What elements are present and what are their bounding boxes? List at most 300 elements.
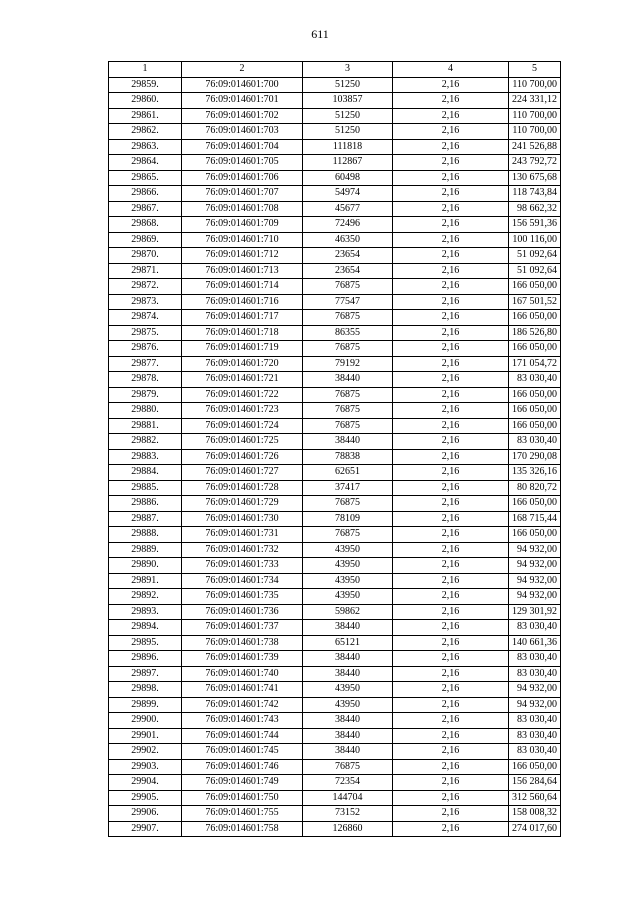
- value-cell: 167 501,52: [509, 294, 561, 310]
- row-number-cell: 29873.: [109, 294, 182, 310]
- row-number-cell: 29888.: [109, 527, 182, 543]
- area-cell: 60498: [303, 170, 393, 186]
- table-row: [109, 806, 561, 822]
- cadastral-number-cell: 76:09:014601:721: [182, 372, 303, 388]
- table-row: [109, 604, 561, 620]
- rate-cell: 2,16: [393, 666, 509, 682]
- cadastral-number-cell: 76:09:014601:702: [182, 108, 303, 124]
- rate-cell: 2,16: [393, 77, 509, 93]
- row-number-cell: 29877.: [109, 356, 182, 372]
- table-row: [109, 263, 561, 279]
- cadastral-number-cell: 76:09:014601:733: [182, 558, 303, 574]
- cadastral-number-cell: 76:09:014601:724: [182, 418, 303, 434]
- rate-cell: 2,16: [393, 93, 509, 109]
- table-row: [109, 341, 561, 357]
- rate-cell: 2,16: [393, 573, 509, 589]
- rate-cell: 2,16: [393, 480, 509, 496]
- cadastral-number-cell: 76:09:014601:713: [182, 263, 303, 279]
- cadastral-number-cell: 76:09:014601:717: [182, 310, 303, 326]
- table-row: [109, 108, 561, 124]
- row-number-cell: 29898.: [109, 682, 182, 698]
- table-row: [109, 77, 561, 93]
- row-number-cell: 29882.: [109, 434, 182, 450]
- value-cell: 94 932,00: [509, 573, 561, 589]
- value-cell: 83 030,40: [509, 651, 561, 667]
- row-number-cell: 29884.: [109, 465, 182, 481]
- value-cell: 156 284,64: [509, 775, 561, 791]
- table-row: [109, 325, 561, 341]
- area-cell: 72354: [303, 775, 393, 791]
- value-cell: 94 932,00: [509, 697, 561, 713]
- cadastral-number-cell: 76:09:014601:738: [182, 635, 303, 651]
- value-cell: 166 050,00: [509, 527, 561, 543]
- row-number-cell: 29889.: [109, 542, 182, 558]
- cadastral-number-cell: 76:09:014601:758: [182, 821, 303, 837]
- table-row: [109, 465, 561, 481]
- rate-cell: 2,16: [393, 713, 509, 729]
- cadastral-number-cell: 76:09:014601:706: [182, 170, 303, 186]
- area-cell: 38440: [303, 372, 393, 388]
- rate-cell: 2,16: [393, 542, 509, 558]
- table-row: [109, 139, 561, 155]
- value-cell: 135 326,16: [509, 465, 561, 481]
- value-cell: 51 092,64: [509, 248, 561, 264]
- row-number-cell: 29883.: [109, 449, 182, 465]
- area-cell: 43950: [303, 682, 393, 698]
- value-cell: 156 591,36: [509, 217, 561, 233]
- cadastral-number-cell: 76:09:014601:703: [182, 124, 303, 140]
- row-number-cell: 29891.: [109, 573, 182, 589]
- area-cell: 54974: [303, 186, 393, 202]
- table-row: [109, 480, 561, 496]
- row-number-cell: 29860.: [109, 93, 182, 109]
- rate-cell: 2,16: [393, 341, 509, 357]
- area-cell: 43950: [303, 573, 393, 589]
- table-row: [109, 542, 561, 558]
- rate-cell: 2,16: [393, 139, 509, 155]
- rate-cell: 2,16: [393, 589, 509, 605]
- rate-cell: 2,16: [393, 806, 509, 822]
- value-cell: 166 050,00: [509, 418, 561, 434]
- row-number-cell: 29903.: [109, 759, 182, 775]
- table-row: [109, 449, 561, 465]
- cadastral-number-cell: 76:09:014601:719: [182, 341, 303, 357]
- area-cell: 38440: [303, 620, 393, 636]
- value-cell: 166 050,00: [509, 759, 561, 775]
- row-number-cell: 29895.: [109, 635, 182, 651]
- rate-cell: 2,16: [393, 558, 509, 574]
- cadastral-number-cell: 76:09:014601:726: [182, 449, 303, 465]
- cadastral-number-cell: 76:09:014601:705: [182, 155, 303, 171]
- rate-cell: 2,16: [393, 434, 509, 450]
- row-number-cell: 29865.: [109, 170, 182, 186]
- area-cell: 76875: [303, 496, 393, 512]
- area-cell: 45677: [303, 201, 393, 217]
- cadastral-number-cell: 76:09:014601:750: [182, 790, 303, 806]
- cadastral-number-cell: 76:09:014601:709: [182, 217, 303, 233]
- value-cell: 83 030,40: [509, 713, 561, 729]
- area-cell: 72496: [303, 217, 393, 233]
- value-cell: 129 301,92: [509, 604, 561, 620]
- rate-cell: 2,16: [393, 651, 509, 667]
- area-cell: 78838: [303, 449, 393, 465]
- row-number-cell: 29905.: [109, 790, 182, 806]
- value-cell: 83 030,40: [509, 372, 561, 388]
- row-number-cell: 29861.: [109, 108, 182, 124]
- rate-cell: 2,16: [393, 263, 509, 279]
- table-row: [109, 697, 561, 713]
- value-cell: 80 820,72: [509, 480, 561, 496]
- area-cell: 51250: [303, 108, 393, 124]
- value-cell: 83 030,40: [509, 666, 561, 682]
- cadastral-number-cell: 76:09:014601:712: [182, 248, 303, 264]
- row-number-cell: 29872.: [109, 279, 182, 295]
- value-cell: 110 700,00: [509, 124, 561, 140]
- rate-cell: 2,16: [393, 217, 509, 233]
- value-cell: 83 030,40: [509, 744, 561, 760]
- row-number-cell: 29876.: [109, 341, 182, 357]
- table-row: [109, 620, 561, 636]
- value-cell: 83 030,40: [509, 434, 561, 450]
- area-cell: 59862: [303, 604, 393, 620]
- area-cell: 62651: [303, 465, 393, 481]
- row-number-cell: 29902.: [109, 744, 182, 760]
- row-number-cell: 29894.: [109, 620, 182, 636]
- value-cell: 130 675,68: [509, 170, 561, 186]
- rate-cell: 2,16: [393, 372, 509, 388]
- table-row: [109, 573, 561, 589]
- rate-cell: 2,16: [393, 790, 509, 806]
- value-cell: 51 092,64: [509, 263, 561, 279]
- row-number-cell: 29900.: [109, 713, 182, 729]
- cadastral-number-cell: 76:09:014601:720: [182, 356, 303, 372]
- table-row: [109, 232, 561, 248]
- cadastral-number-cell: 76:09:014601:741: [182, 682, 303, 698]
- cadastral-number-cell: 76:09:014601:722: [182, 387, 303, 403]
- rate-cell: 2,16: [393, 527, 509, 543]
- cadastral-number-cell: 76:09:014601:723: [182, 403, 303, 419]
- table-row: [109, 511, 561, 527]
- table-row: [109, 790, 561, 806]
- area-cell: 103857: [303, 93, 393, 109]
- row-number-cell: 29886.: [109, 496, 182, 512]
- area-cell: 76875: [303, 279, 393, 295]
- value-cell: 166 050,00: [509, 341, 561, 357]
- row-number-cell: 29907.: [109, 821, 182, 837]
- area-cell: 76875: [303, 527, 393, 543]
- rate-cell: 2,16: [393, 511, 509, 527]
- area-cell: 51250: [303, 77, 393, 93]
- value-cell: 94 932,00: [509, 558, 561, 574]
- row-number-cell: 29875.: [109, 325, 182, 341]
- rate-cell: 2,16: [393, 170, 509, 186]
- table-row: [109, 217, 561, 233]
- area-cell: 38440: [303, 713, 393, 729]
- cadastral-number-cell: 76:09:014601:735: [182, 589, 303, 605]
- table-row: [109, 155, 561, 171]
- rate-cell: 2,16: [393, 635, 509, 651]
- table-row: [109, 744, 561, 760]
- area-cell: 77547: [303, 294, 393, 310]
- row-number-cell: 29906.: [109, 806, 182, 822]
- area-cell: 76875: [303, 341, 393, 357]
- rate-cell: 2,16: [393, 682, 509, 698]
- area-cell: 23654: [303, 263, 393, 279]
- column-header: 3: [303, 62, 393, 78]
- row-number-cell: 29874.: [109, 310, 182, 326]
- area-cell: 23654: [303, 248, 393, 264]
- rate-cell: 2,16: [393, 775, 509, 791]
- row-number-cell: 29893.: [109, 604, 182, 620]
- value-cell: 166 050,00: [509, 279, 561, 295]
- rate-cell: 2,16: [393, 108, 509, 124]
- area-cell: 126860: [303, 821, 393, 837]
- table-row: [109, 713, 561, 729]
- area-cell: 38440: [303, 744, 393, 760]
- table-row: [109, 775, 561, 791]
- area-cell: 76875: [303, 403, 393, 419]
- area-cell: 38440: [303, 434, 393, 450]
- column-header: 4: [393, 62, 509, 78]
- value-cell: 168 715,44: [509, 511, 561, 527]
- cadastral-number-cell: 76:09:014601:727: [182, 465, 303, 481]
- area-cell: 65121: [303, 635, 393, 651]
- area-cell: 51250: [303, 124, 393, 140]
- rate-cell: 2,16: [393, 403, 509, 419]
- cadastral-number-cell: 76:09:014601:731: [182, 527, 303, 543]
- value-cell: 312 560,64: [509, 790, 561, 806]
- value-cell: 274 017,60: [509, 821, 561, 837]
- cadastral-number-cell: 76:09:014601:737: [182, 620, 303, 636]
- value-cell: 98 662,32: [509, 201, 561, 217]
- rate-cell: 2,16: [393, 201, 509, 217]
- table-row: [109, 124, 561, 140]
- row-number-cell: 29896.: [109, 651, 182, 667]
- row-number-cell: 29904.: [109, 775, 182, 791]
- cadastral-number-cell: 76:09:014601:716: [182, 294, 303, 310]
- row-number-cell: 29885.: [109, 480, 182, 496]
- value-cell: 166 050,00: [509, 496, 561, 512]
- cadastral-number-cell: 76:09:014601:708: [182, 201, 303, 217]
- area-cell: 112867: [303, 155, 393, 171]
- table-row: [109, 635, 561, 651]
- cadastral-number-cell: 76:09:014601:714: [182, 279, 303, 295]
- cadastral-number-cell: 76:09:014601:728: [182, 480, 303, 496]
- value-cell: 166 050,00: [509, 403, 561, 419]
- rate-cell: 2,16: [393, 620, 509, 636]
- table-row: [109, 728, 561, 744]
- rate-cell: 2,16: [393, 294, 509, 310]
- row-number-cell: 29862.: [109, 124, 182, 140]
- cadastral-number-cell: 76:09:014601:734: [182, 573, 303, 589]
- row-number-cell: 29878.: [109, 372, 182, 388]
- column-header: 2: [182, 62, 303, 78]
- row-number-cell: 29864.: [109, 155, 182, 171]
- table-row: [109, 434, 561, 450]
- rate-cell: 2,16: [393, 248, 509, 264]
- value-cell: 100 116,00: [509, 232, 561, 248]
- value-cell: 224 331,12: [509, 93, 561, 109]
- rate-cell: 2,16: [393, 155, 509, 171]
- value-cell: 241 526,88: [509, 139, 561, 155]
- area-cell: 76875: [303, 759, 393, 775]
- row-number-cell: 29869.: [109, 232, 182, 248]
- cadastral-number-cell: 76:09:014601:745: [182, 744, 303, 760]
- column-header: 5: [509, 62, 561, 78]
- row-number-cell: 29868.: [109, 217, 182, 233]
- cadastral-number-cell: 76:09:014601:746: [182, 759, 303, 775]
- area-cell: 43950: [303, 542, 393, 558]
- cadastral-number-cell: 76:09:014601:729: [182, 496, 303, 512]
- row-number-cell: 29880.: [109, 403, 182, 419]
- table-row: [109, 310, 561, 326]
- area-cell: 111818: [303, 139, 393, 155]
- rate-cell: 2,16: [393, 744, 509, 760]
- rate-cell: 2,16: [393, 356, 509, 372]
- cadastral-number-cell: 76:09:014601:707: [182, 186, 303, 202]
- cadastral-number-cell: 76:09:014601:701: [182, 93, 303, 109]
- cadastral-number-cell: 76:09:014601:742: [182, 697, 303, 713]
- rate-cell: 2,16: [393, 728, 509, 744]
- value-cell: 110 700,00: [509, 77, 561, 93]
- table-row: [109, 682, 561, 698]
- row-number-cell: 29867.: [109, 201, 182, 217]
- cadastral-number-cell: 76:09:014601:704: [182, 139, 303, 155]
- rate-cell: 2,16: [393, 325, 509, 341]
- row-number-cell: 29901.: [109, 728, 182, 744]
- page-number: 611: [311, 27, 329, 41]
- rate-cell: 2,16: [393, 496, 509, 512]
- value-cell: 166 050,00: [509, 310, 561, 326]
- value-cell: 158 008,32: [509, 806, 561, 822]
- row-number-cell: 29871.: [109, 263, 182, 279]
- value-cell: 94 932,00: [509, 682, 561, 698]
- table-row: [109, 558, 561, 574]
- rate-cell: 2,16: [393, 310, 509, 326]
- column-header: 1: [109, 62, 182, 78]
- cadastral-number-cell: 76:09:014601:743: [182, 713, 303, 729]
- value-cell: 186 526,80: [509, 325, 561, 341]
- value-cell: 110 700,00: [509, 108, 561, 124]
- table-row: [109, 201, 561, 217]
- cadastral-number-cell: 76:09:014601:744: [182, 728, 303, 744]
- table-row: [109, 418, 561, 434]
- table-row: [109, 170, 561, 186]
- area-cell: 76875: [303, 310, 393, 326]
- value-cell: 170 290,08: [509, 449, 561, 465]
- area-cell: 73152: [303, 806, 393, 822]
- value-cell: 166 050,00: [509, 387, 561, 403]
- area-cell: 38440: [303, 666, 393, 682]
- table-header-row: [109, 62, 561, 78]
- row-number-cell: 29881.: [109, 418, 182, 434]
- rate-cell: 2,16: [393, 604, 509, 620]
- table-row: [109, 403, 561, 419]
- table-row: [109, 294, 561, 310]
- cadastral-number-cell: 76:09:014601:736: [182, 604, 303, 620]
- row-number-cell: 29863.: [109, 139, 182, 155]
- row-number-cell: 29859.: [109, 77, 182, 93]
- area-cell: 38440: [303, 651, 393, 667]
- rate-cell: 2,16: [393, 821, 509, 837]
- cadastral-number-cell: 76:09:014601:732: [182, 542, 303, 558]
- rate-cell: 2,16: [393, 387, 509, 403]
- row-number-cell: 29892.: [109, 589, 182, 605]
- row-number-cell: 29887.: [109, 511, 182, 527]
- area-cell: 43950: [303, 697, 393, 713]
- table-row: [109, 372, 561, 388]
- value-cell: 171 054,72: [509, 356, 561, 372]
- table-row: [109, 821, 561, 837]
- area-cell: 79192: [303, 356, 393, 372]
- rate-cell: 2,16: [393, 465, 509, 481]
- area-cell: 86355: [303, 325, 393, 341]
- cadastral-value-table: [108, 61, 561, 837]
- table-row: [109, 279, 561, 295]
- cadastral-number-cell: 76:09:014601:739: [182, 651, 303, 667]
- table-row: [109, 496, 561, 512]
- value-cell: 94 932,00: [509, 589, 561, 605]
- row-number-cell: 29890.: [109, 558, 182, 574]
- area-cell: 144704: [303, 790, 393, 806]
- table-row: [109, 666, 561, 682]
- table-row: [109, 93, 561, 109]
- rate-cell: 2,16: [393, 186, 509, 202]
- table-row: [109, 589, 561, 605]
- value-cell: 243 792,72: [509, 155, 561, 171]
- table-row: [109, 527, 561, 543]
- table-row: [109, 248, 561, 264]
- area-cell: 76875: [303, 387, 393, 403]
- rate-cell: 2,16: [393, 124, 509, 140]
- cadastral-number-cell: 76:09:014601:700: [182, 77, 303, 93]
- row-number-cell: 29866.: [109, 186, 182, 202]
- cadastral-number-cell: 76:09:014601:740: [182, 666, 303, 682]
- row-number-cell: 29870.: [109, 248, 182, 264]
- rate-cell: 2,16: [393, 697, 509, 713]
- table-row: [109, 356, 561, 372]
- cadastral-number-cell: 76:09:014601:749: [182, 775, 303, 791]
- area-cell: 78109: [303, 511, 393, 527]
- row-number-cell: 29879.: [109, 387, 182, 403]
- table-row: [109, 186, 561, 202]
- area-cell: 43950: [303, 589, 393, 605]
- cadastral-number-cell: 76:09:014601:755: [182, 806, 303, 822]
- value-cell: 118 743,84: [509, 186, 561, 202]
- row-number-cell: 29897.: [109, 666, 182, 682]
- value-cell: 140 661,36: [509, 635, 561, 651]
- area-cell: 38440: [303, 728, 393, 744]
- table-row: [109, 651, 561, 667]
- cadastral-number-cell: 76:09:014601:725: [182, 434, 303, 450]
- cadastral-number-cell: 76:09:014601:730: [182, 511, 303, 527]
- table-row: [109, 387, 561, 403]
- rate-cell: 2,16: [393, 759, 509, 775]
- rate-cell: 2,16: [393, 232, 509, 248]
- value-cell: 94 932,00: [509, 542, 561, 558]
- rate-cell: 2,16: [393, 279, 509, 295]
- area-cell: 46350: [303, 232, 393, 248]
- area-cell: 76875: [303, 418, 393, 434]
- value-cell: 83 030,40: [509, 620, 561, 636]
- area-cell: 43950: [303, 558, 393, 574]
- cadastral-number-cell: 76:09:014601:710: [182, 232, 303, 248]
- area-cell: 37417: [303, 480, 393, 496]
- rate-cell: 2,16: [393, 449, 509, 465]
- table-body: [109, 77, 561, 837]
- row-number-cell: 29899.: [109, 697, 182, 713]
- value-cell: 83 030,40: [509, 728, 561, 744]
